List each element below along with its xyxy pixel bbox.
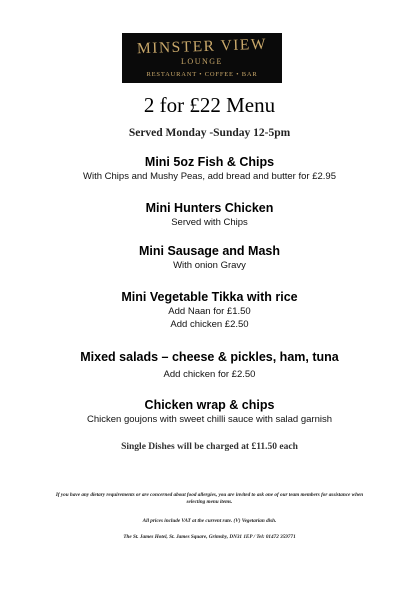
menu-item: [0, 243, 419, 272]
menu-item: [0, 289, 419, 331]
menu-item-description: Served with Chips: [171, 217, 248, 228]
menu-title: 2 for £22 Menu: [143, 93, 276, 117]
menu-item-description: Add Naan for £1.50: [168, 306, 251, 317]
menu-item-description: Add chicken for £2.50: [163, 369, 256, 380]
menu-item: [0, 200, 419, 229]
vat-notice: All prices include VAT at the current rate. (V) Vegetarian dish.: [142, 518, 277, 524]
menu-item-description: Add chicken £2.50: [170, 319, 249, 330]
allergy-notice: If you have any dietary requirements or are concerned about food allergies, you are invited to ask one of our team members for assistance when selecting menu items.: [55, 492, 364, 505]
venue-logo: [122, 33, 282, 83]
menu-item-name: Mini Sausage and Mash: [138, 244, 280, 258]
menu-item: [0, 349, 419, 381]
menu-item-description: Chicken goujons with sweet chilli sauce with salad garnish: [86, 414, 332, 425]
menu-item-name: Mini Vegetable Tikka with rice: [121, 290, 298, 304]
menu-item: [0, 154, 419, 183]
logo-tagline: RESTAURANT • COFFEE • BAR: [146, 71, 258, 78]
serving-hours: Served Monday -Sunday 12-5pm: [128, 127, 291, 139]
menu-item-description: With onion Gravy: [173, 260, 246, 271]
single-dish-price-note: Single Dishes will be charged at £11.50 each: [121, 442, 298, 452]
logo-name: MINSTER VIEW: [136, 35, 268, 58]
menu-item-name: Mini 5oz Fish & Chips: [144, 155, 275, 169]
menu-item-description: With Chips and Mushy Peas, add bread and butter for £2.95: [83, 171, 336, 182]
menu-item: [0, 397, 419, 426]
menu-item-name: Mini Hunters Chicken: [145, 201, 274, 215]
menu-item-name: Mixed salads – cheese & pickles, ham, tuna: [80, 350, 339, 364]
hotel-address: The St. James Hotel, St. James Square, Grimsby, DN31 1EP / Tel: 01472 359771: [123, 534, 296, 540]
logo-subtitle: LOUNGE: [181, 57, 223, 66]
menu-item-name: Chicken wrap & chips: [144, 398, 275, 412]
